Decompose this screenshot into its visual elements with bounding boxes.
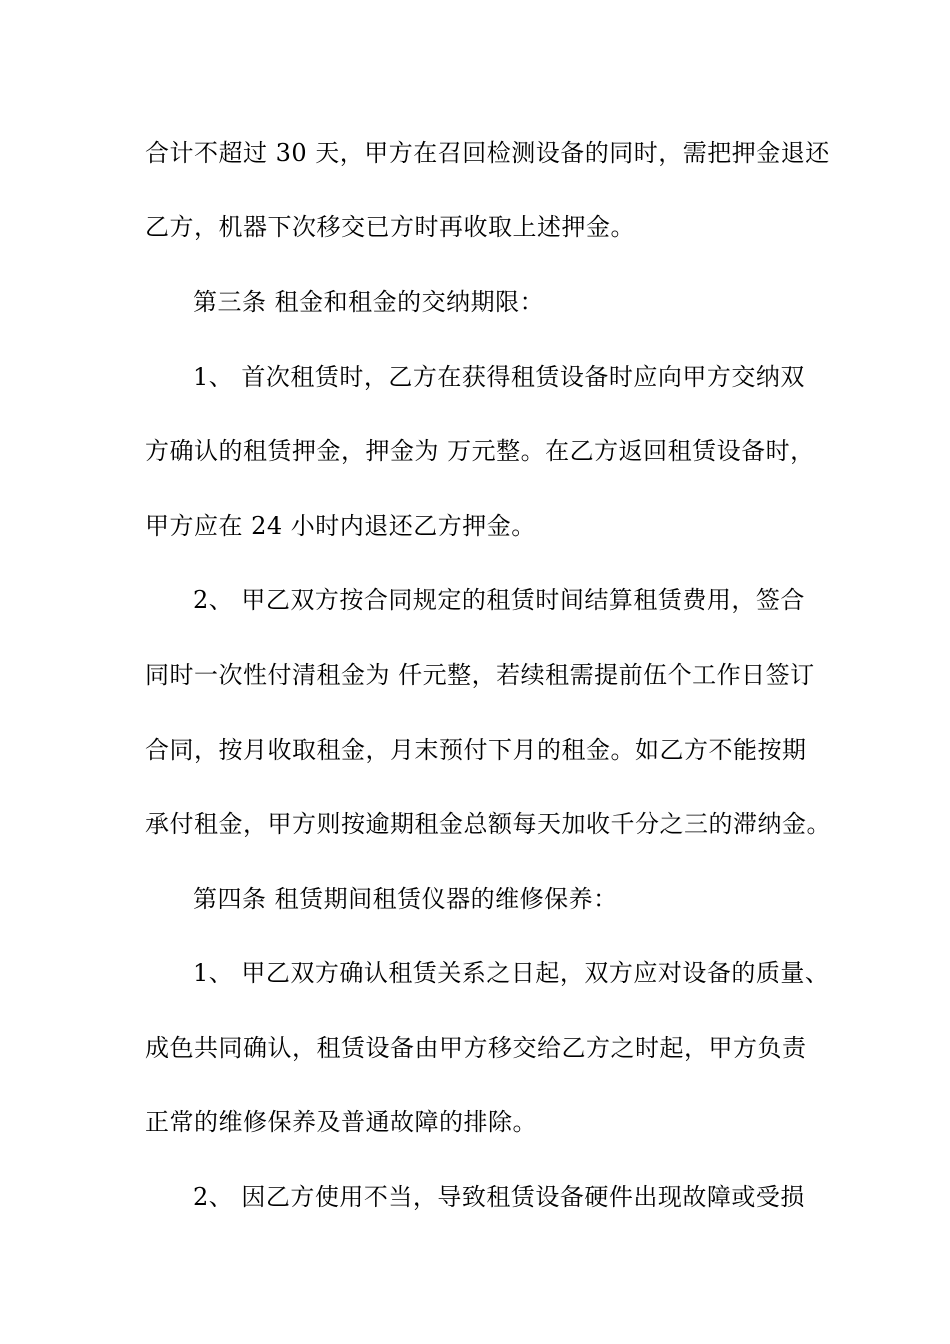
text-line: 甲方应在 24 小时内退还乙方押金。 [145,512,536,540]
text-line: 合同，按月收取租金，月末预付下月的租金。如乙方不能按期 [145,736,807,764]
article-heading: 第四条 租赁期间租赁仪器的维修保养： [193,885,618,913]
text-line: 正常的维修保养及普通故障的排除。 [145,1108,537,1136]
list-item-start: 2、 因乙方使用不当，导致租赁设备硬件出现故障或受损 [193,1183,805,1211]
text-line: 成色共同确认，租赁设备由甲方移交给乙方之时起，甲方负责 [145,1034,807,1062]
text-line: 承付租金，甲方则按逾期租金总额每天加收千分之三的滞纳金。 [145,810,831,838]
text-line: 合计不超过 30 天，甲方在召回检测设备的同时，需把押金退还 [145,139,830,167]
list-item-start: 1、 甲乙双方确认租赁关系之日起，双方应对设备的质量、 [193,959,830,987]
list-item-start: 1、 首次租赁时，乙方在获得租赁设备时应向甲方交纳双 [193,363,805,391]
list-item-start: 2、 甲乙双方按合同规定的租赁时间结算租赁费用，签合 [193,586,805,614]
article-heading: 第三条 租金和租金的交纳期限： [193,288,545,316]
text-line: 方确认的租赁押金，押金为 万元整。在乙方返回租赁设备时， [145,437,815,465]
text-line: 乙方，机器下次移交已方时再收取上述押金。 [145,213,635,241]
text-line: 同时一次性付清租金为 仟元整，若续租需提前伍个工作日签订 [145,661,815,689]
